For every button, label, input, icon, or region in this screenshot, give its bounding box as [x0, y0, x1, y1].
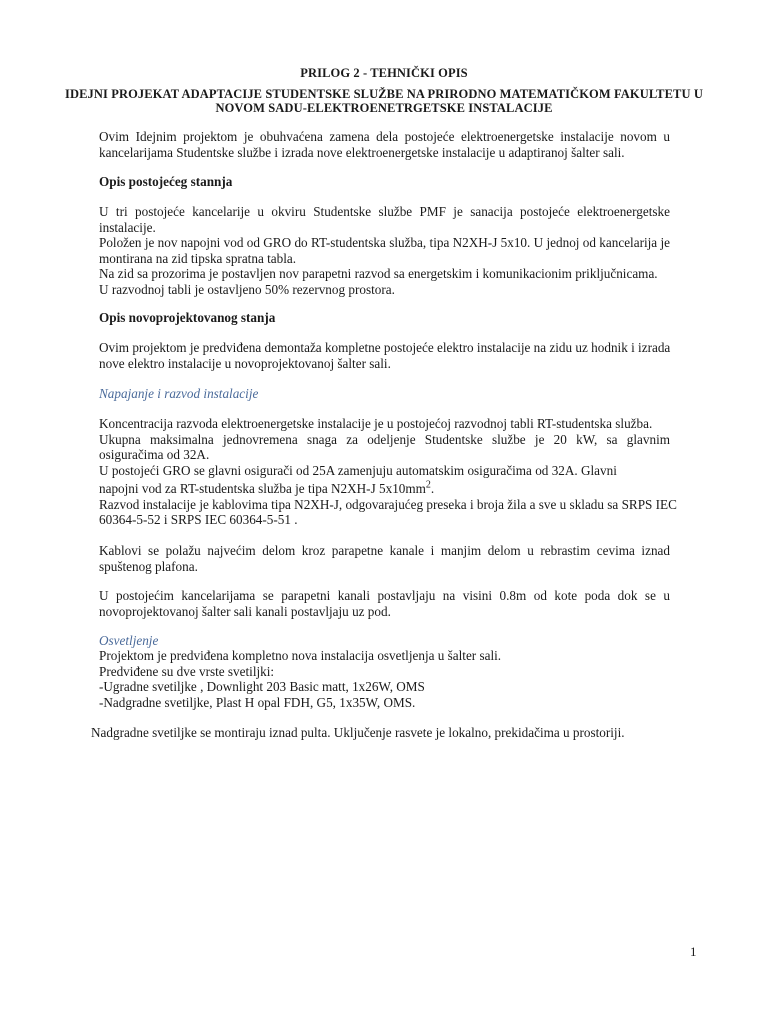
lighting-line-1: Projektom je predviđena kompletno nova instalacija osvetljenja u šalter sali. [99, 648, 502, 663]
new-line-1: Ovim projektom je predviđena demontaža kompletne postojeće elektro instalacije na zidu uz hodnik i izrada [99, 340, 671, 355]
heading-new-state: Opis novoprojektovanog stanja [99, 310, 276, 325]
channels-line-1: U postojećim kancelarijama se parapetni kanali postavljaju na visini 0.8m od kote poda dok se u [99, 588, 670, 603]
annex-title: PRILOG 2 - TEHNIČKI OPIS [300, 66, 468, 80]
intro-line-1: Ovim Idejnim projektom je obuhvaćena zamena dela postojeće elektroenergetske instalacije novom u [99, 129, 670, 144]
channels-line-2: novoprojektovanoj šalter sali kanali postavljaju uz pod. [99, 603, 391, 619]
power-line-2: Ukupna maksimalna jednovremena snaga za odeljenje Studentske službe je 20 kW, sa glavnim [99, 431, 670, 447]
power-supply-paragraph [99, 416, 677, 528]
existing-line-4: montirana na zid tipska spratna tabla. [99, 250, 297, 266]
lighting-line-4: -Nadgradne svetiljke, Plast H opal FDH, G5, 1x35W, OMS. [99, 694, 416, 710]
intro-line-2: kancelarijama Studentske službe i izrada nove elektroenergetske instalacije u adaptiranoj šalter sali. [99, 144, 625, 160]
power-line-6: Razvod instalacije je kablovima tipa N2XH-J, odgovarajućeg preseka i broja žila a sve u skladu sa SRPS IEC [99, 496, 677, 512]
power-line-7: 60364-5-52 i SRPS IEC 60364-5-51 . [99, 512, 298, 527]
existing-state-paragraph [99, 204, 670, 297]
power-line-5: napojni vod za RT-studentska služba je tipa N2XH-J $5x10mm^2$. [99, 479, 435, 496]
channels-paragraph [99, 588, 670, 619]
power-line-1: Koncentracija razvoda elektroenergetske instalacije je u postojećoj razvodnoj tabli RT-studentska služba. [99, 416, 653, 431]
existing-line-1: U tri postojeće kancelarije u okviru Studentske službe PMF je sanacija postojeće elektroenergetske [99, 204, 670, 219]
cables-line-2: spuštenog plafona. [99, 558, 198, 574]
existing-line-2: instalacije. [99, 219, 156, 235]
lighting-line-2: Predviđene su dve vrste svetiljki: [99, 663, 275, 679]
heading-power-supply: Napajanje i razvod instalacije [99, 386, 259, 401]
project-title-line-2: NOVOM SADU-ELEKTROENETRGETSKE INSTALACIJE [215, 101, 553, 115]
lighting-paragraph [99, 648, 670, 710]
new-line-2: nove elektro instalacije u novoprojektovanoj šalter sali. [99, 355, 391, 371]
intro-paragraph [99, 129, 670, 160]
surface-lights-line: Nadgradne svetiljke se montiraju iznad pulta. Uključenje rasvete je lokalno, prekidačima u prostoriji. [91, 725, 625, 740]
power-line-3: osiguračima od 32A. [99, 447, 210, 462]
cables-paragraph [99, 543, 670, 574]
heading-existing-state: Opis postojećeg stannja [99, 174, 233, 189]
cables-line-1: Kablovi se polažu najvećim delom kroz parapetne kanale i manjim delom u rebrastim cevima iznad [99, 543, 670, 558]
power-line-4: U postojeći GRO se glavni osigurači od 25A zamenjuju automatskim osiguračima od 32A. Glavni [99, 462, 617, 478]
surface-lights-paragraph [91, 725, 671, 741]
heading-lighting: Osvetljenje [99, 633, 159, 648]
page-number: 1 [690, 944, 697, 959]
lighting-line-3: -Ugradne svetiljke , Downlight 203 Basic matt, 1x26W, OMS [99, 679, 425, 694]
existing-line-3: Položen je nov napojni vod od GRO do RT-studentska služba, tipa N2XH-J 5x10. U jednoj od kancelarija je [99, 235, 670, 250]
project-title-line-1: IDEJNI PROJEKAT ADAPTACIJE STUDENTSKE SLUŽBE NA PRIRODNO MATEMATIČKOM FAKULTETU U [65, 87, 703, 101]
new-state-paragraph [99, 340, 670, 371]
existing-line-6: U razvodnoj tabli je ostavljeno 50% rezervnog prostora. [99, 281, 395, 297]
existing-line-5: Na zid sa prozorima je postavljen nov parapetni razvod sa energetskim i komunikacionim priključnicama. [99, 266, 658, 281]
